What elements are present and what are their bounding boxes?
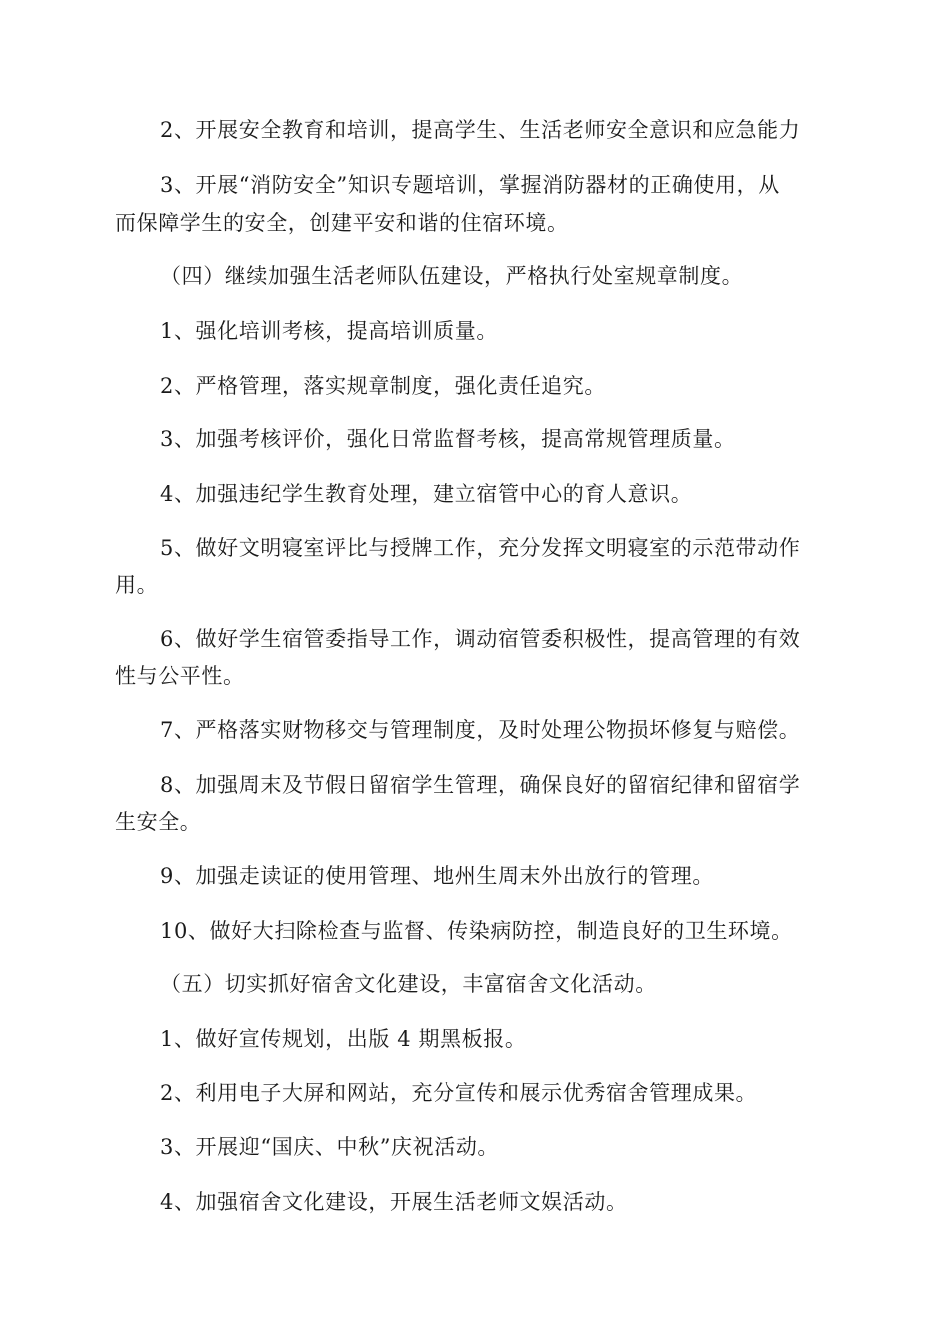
paragraph-line: 2、开展安全教育和培训，提高学生、生活老师安全意识和应急能力: [160, 118, 801, 142]
paragraph-line: 而保障学生的安全，创建平安和谐的住宿环境。: [115, 211, 569, 235]
paragraph-line: 1、做好宣传规划，出版 4 期黑板报。: [160, 1027, 527, 1051]
paragraph-line: 生安全。: [115, 810, 202, 834]
paragraph-line: 8、加强周末及节假日留宿学生管理，确保良好的留宿纪律和留宿学: [160, 773, 801, 797]
paragraph-line: 4、加强宿舍文化建设，开展生活老师文娱活动。: [160, 1190, 628, 1214]
paragraph-line: 10、做好大扫除检查与监督、传染病防控，制造良好的卫生环境。: [160, 919, 793, 943]
paragraph-line: 5、做好文明寝室评比与授牌工作，充分发挥文明寝室的示范带动作: [160, 536, 801, 560]
paragraph-line: 7、严格落实财物移交与管理制度，及时处理公物损坏修复与赔偿。: [160, 718, 801, 742]
paragraph-line: 用。: [115, 573, 159, 597]
paragraph-line: 9、加强走读证的使用管理、地州生周末外出放行的管理。: [160, 864, 714, 888]
paragraph-line: 性与公平性。: [115, 664, 245, 688]
paragraph-line: 6、做好学生宿管委指导工作，调动宿管委积极性，提高管理的有效: [160, 627, 801, 651]
section-heading: （五）切实抓好宿舍文化建设，丰富宿舍文化活动。: [160, 972, 657, 996]
paragraph-line: 3、开展迎“国庆、中秋”庆祝活动。: [160, 1135, 500, 1159]
paragraph-line: 3、开展“消防安全”知识专题培训，掌握消防器材的正确使用，从: [160, 173, 780, 197]
section-heading: （四）继续加强生活老师队伍建设，严格执行处室规章制度。: [160, 264, 744, 288]
paragraph-line: 2、利用电子大屏和网站，充分宣传和展示优秀宿舍管理成果。: [160, 1081, 758, 1105]
paragraph-line: 3、加强考核评价，强化日常监督考核，提高常规管理质量。: [160, 427, 736, 451]
paragraph-line: 2、严格管理，落实规章制度，强化责任追究。: [160, 374, 606, 398]
paragraph-line: 4、加强违纪学生教育处理，建立宿管中心的育人意识。: [160, 482, 693, 506]
paragraph-line: 1、强化培训考核，提高培训质量。: [160, 319, 498, 343]
